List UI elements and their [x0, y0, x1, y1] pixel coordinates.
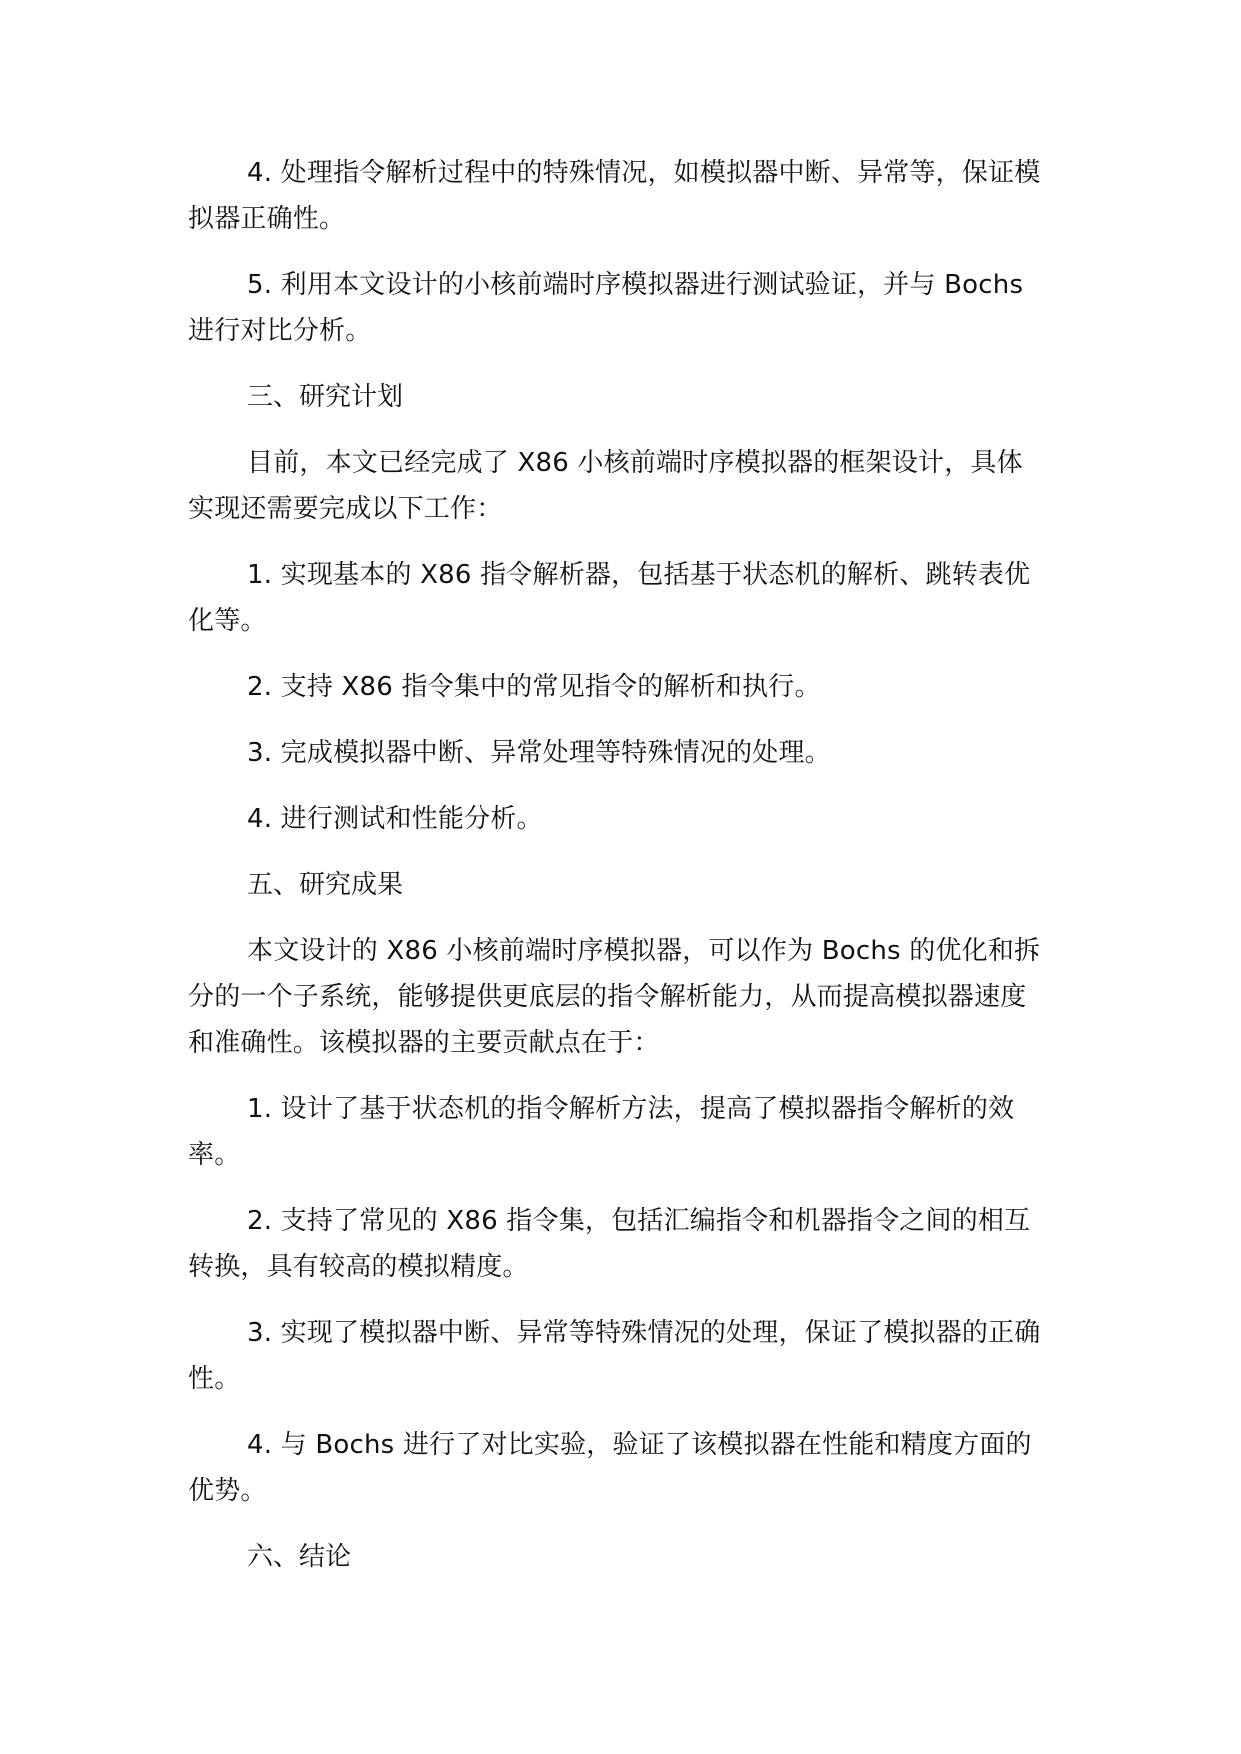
section-heading-conclusion: 六、结论 — [247, 1542, 352, 1572]
list-item: 3. 完成模拟器中断、异常处理等特殊情况的处理。 — [247, 738, 831, 768]
list-item: 2. 支持 X86 指令集中的常见指令的解析和执行。 — [247, 672, 821, 702]
body-paragraph: 本文设计的 X86 小核前端时序模拟器，可以作为 Bochs 的优化和拆分的一个子系统，能够提供更底层的指令解析能力，从而提高模拟器速度和准确性。该模拟器的主要贡献点在于： — [188, 936, 1041, 1058]
list-item: 4. 处理指令解析过程中的特殊情况，如模拟器中断、异常等，保证模拟器正确性。 — [188, 158, 1041, 234]
list-item: 4. 进行测试和性能分析。 — [247, 804, 543, 834]
list-item: 1. 设计了基于状态机的指令解析方法，提高了模拟器指令解析的效率。 — [188, 1094, 1015, 1170]
body-paragraph: 目前，本文已经完成了 X86 小核前端时序模拟器的框架设计，具体实现还需要完成以下工作： — [188, 448, 1023, 524]
list-item: 2. 支持了常见的 X86 指令集，包括汇编指令和机器指令之间的相互转换，具有较高的模拟精度。 — [188, 1206, 1031, 1282]
document-body — [188, 150, 1044, 1600]
list-item: 4. 与 Bochs 进行了对比实验，验证了该模拟器在性能和精度方面的优势。 — [188, 1430, 1032, 1506]
list-item: 5. 利用本文设计的小核前端时序模拟器进行测试验证，并与 Bochs 进行对比分析。 — [188, 270, 1024, 346]
section-heading-research-plan: 三、研究计划 — [247, 382, 404, 412]
list-item: 3. 实现了模拟器中断、异常等特殊情况的处理，保证了模拟器的正确性。 — [188, 1318, 1041, 1394]
section-heading-research-results: 五、研究成果 — [247, 870, 404, 900]
list-item: 1. 实现基本的 X86 指令解析器，包括基于状态机的解析、跳转表优化等。 — [188, 560, 1031, 636]
